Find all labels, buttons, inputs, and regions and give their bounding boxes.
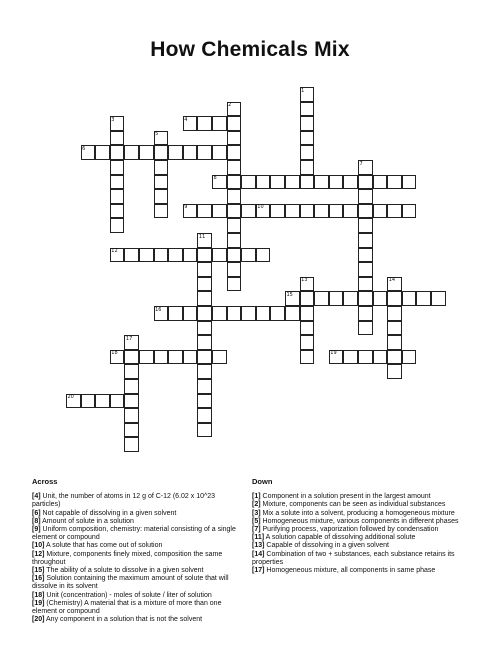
- crossword-cell[interactable]: [343, 291, 358, 306]
- across-clue: [32, 575, 240, 591]
- crossword-cell[interactable]: [139, 145, 154, 160]
- crossword-cell[interactable]: [387, 350, 402, 365]
- clue-text: Any component in a solution that is not the solvent: [44, 616, 203, 624]
- crossword-cell[interactable]: [300, 145, 315, 160]
- crossword-cell[interactable]: [300, 175, 315, 190]
- crossword-cell[interactable]: [343, 350, 358, 365]
- crossword-cell[interactable]: [227, 131, 242, 146]
- crossword-cell[interactable]: [183, 306, 198, 321]
- crossword-cell[interactable]: [358, 321, 373, 336]
- crossword-cell[interactable]: [387, 175, 402, 190]
- crossword-cell[interactable]: [343, 204, 358, 219]
- crossword-cell[interactable]: [197, 204, 212, 219]
- clue-text: Mix a solute into a solvent, producing a homogeneous mixture: [260, 509, 455, 517]
- crossword-cell[interactable]: [402, 175, 417, 190]
- clue-number: [10]: [32, 542, 45, 550]
- crossword-cell[interactable]: [197, 291, 212, 306]
- clue-text: A solute that has come out of solution: [44, 542, 163, 550]
- cell-number: 6: [82, 145, 86, 152]
- crossword-cell[interactable]: [300, 131, 315, 146]
- cell-number: 7: [359, 160, 363, 167]
- crossword-cell[interactable]: [256, 248, 271, 263]
- crossword-cell[interactable]: [402, 291, 417, 306]
- crossword-cell[interactable]: [416, 291, 431, 306]
- crossword-cell[interactable]: [373, 350, 388, 365]
- clue-text: Amount of solute in a solution: [40, 517, 134, 525]
- crossword-cell[interactable]: [373, 175, 388, 190]
- crossword-cell[interactable]: [329, 204, 344, 219]
- crossword-cell[interactable]: [402, 204, 417, 219]
- crossword-cell[interactable]: [285, 204, 300, 219]
- clue-text: Unit (concentration) - moles of solute / liter of solution: [44, 591, 212, 599]
- crossword-cell[interactable]: [183, 350, 198, 365]
- clue-text: Capable of dissolving in a given solvent: [264, 542, 389, 550]
- crossword-cell[interactable]: [212, 145, 227, 160]
- crossword-cell[interactable]: [314, 175, 329, 190]
- clue-number: [14]: [252, 550, 265, 558]
- crossword-cell[interactable]: [358, 204, 373, 219]
- crossword-cell[interactable]: [227, 189, 242, 204]
- crossword-cell[interactable]: [154, 204, 169, 219]
- across-heading: Across: [32, 477, 58, 486]
- crossword-cell[interactable]: [241, 306, 256, 321]
- crossword-cell[interactable]: [387, 321, 402, 336]
- across-clue: [32, 493, 240, 509]
- clue-number: [6]: [32, 509, 41, 517]
- page-title: How Chemicals Mix: [150, 38, 350, 61]
- cell-number: 3: [111, 116, 115, 123]
- crossword-cell[interactable]: [387, 306, 402, 321]
- crossword-cell[interactable]: [110, 204, 125, 219]
- clue-text: Purifying process, vaporization followed by condensation: [260, 526, 439, 534]
- crossword-cell[interactable]: [110, 189, 125, 204]
- crossword-cell[interactable]: [358, 189, 373, 204]
- crossword-cell[interactable]: [197, 408, 212, 423]
- crossword-cell[interactable]: [197, 379, 212, 394]
- clue-number: [2]: [252, 501, 261, 509]
- crossword-cell[interactable]: [197, 394, 212, 409]
- crossword-cell[interactable]: [168, 350, 183, 365]
- crossword-cell[interactable]: [197, 277, 212, 292]
- cell-number: 18: [111, 350, 118, 357]
- crossword-cell[interactable]: [358, 218, 373, 233]
- clue-number: [7]: [252, 526, 261, 534]
- clue-text: Not capable of dissolving in a given solvent: [40, 509, 177, 517]
- cell-number: 5: [155, 131, 159, 138]
- clue-number: [17]: [252, 567, 265, 575]
- clue-number: [9]: [32, 526, 41, 534]
- crossword-cell[interactable]: [329, 175, 344, 190]
- clue-number: [19]: [32, 599, 45, 607]
- crossword-cell[interactable]: [241, 175, 256, 190]
- crossword-cell[interactable]: [197, 321, 212, 336]
- crossword-cell[interactable]: [227, 204, 242, 219]
- crossword-cell[interactable]: [197, 248, 212, 263]
- cell-number: 4: [184, 116, 188, 123]
- across-clue: [32, 616, 240, 624]
- crossword-cell[interactable]: [124, 394, 139, 409]
- across-clue: [32, 526, 240, 542]
- crossword-cell[interactable]: [124, 364, 139, 379]
- crossword-cell[interactable]: [168, 306, 183, 321]
- crossword-cell[interactable]: [270, 306, 285, 321]
- crossword-cell[interactable]: [139, 248, 154, 263]
- crossword-cell[interactable]: [358, 350, 373, 365]
- crossword-cell[interactable]: [300, 116, 315, 131]
- crossword-cell[interactable]: [227, 277, 242, 292]
- cell-number: 2: [228, 102, 232, 109]
- crossword-cell[interactable]: [110, 145, 125, 160]
- down-clue: [252, 567, 470, 575]
- cell-number: 16: [155, 306, 162, 313]
- crossword-cell[interactable]: [124, 379, 139, 394]
- across-clue: [32, 567, 240, 575]
- crossword-cell[interactable]: [300, 160, 315, 175]
- clue-number: [20]: [32, 616, 45, 624]
- clue-text: Combination of two + substances, each substance retains its properties: [252, 550, 455, 566]
- crossword-cell[interactable]: [197, 335, 212, 350]
- crossword-cell[interactable]: [154, 145, 169, 160]
- crossword-cell[interactable]: [241, 248, 256, 263]
- clue-text: Mixture, components can be seen as individual substances: [260, 501, 446, 509]
- crossword-cell[interactable]: [227, 262, 242, 277]
- crossword-cell[interactable]: [81, 394, 96, 409]
- crossword-cell[interactable]: [270, 204, 285, 219]
- crossword-cell[interactable]: [387, 204, 402, 219]
- crossword-cell[interactable]: [197, 364, 212, 379]
- crossword-cell[interactable]: [402, 350, 417, 365]
- down-clue: [252, 542, 470, 550]
- crossword-cell[interactable]: [197, 306, 212, 321]
- crossword-cell[interactable]: [300, 291, 315, 306]
- crossword-cell[interactable]: [387, 291, 402, 306]
- crossword-cell[interactable]: [256, 306, 271, 321]
- crossword-cell[interactable]: [154, 248, 169, 263]
- crossword-cell[interactable]: [431, 291, 446, 306]
- clue-text: The ability of a solute to dissolve in a given solvent: [44, 567, 204, 575]
- crossword-cell[interactable]: [227, 160, 242, 175]
- clue-text: Unit, the number of atoms in 12 g of C-12 (6.02 x 10^23 particles): [32, 493, 216, 509]
- crossword-cell[interactable]: [256, 175, 271, 190]
- down-clue: [252, 518, 470, 526]
- cell-number: 15: [286, 291, 293, 298]
- across-clue: [32, 551, 240, 567]
- crossword-cell[interactable]: [212, 204, 227, 219]
- cell-number: 13: [301, 277, 308, 284]
- cell-number: 17: [125, 335, 133, 342]
- across-clue: [32, 510, 240, 518]
- crossword-cell[interactable]: [285, 175, 300, 190]
- cell-number: 1: [301, 87, 305, 94]
- clue-number: [1]: [252, 493, 261, 501]
- crossword-cell[interactable]: [300, 204, 315, 219]
- crossword-cell[interactable]: [197, 423, 212, 438]
- crossword-cell[interactable]: [197, 116, 212, 131]
- crossword-cell[interactable]: [197, 350, 212, 365]
- clue-number: [8]: [32, 517, 41, 525]
- across-clue: [32, 592, 240, 600]
- crossword-cell[interactable]: [314, 291, 329, 306]
- clue-number: [4]: [32, 493, 41, 501]
- crossword-cell[interactable]: [168, 248, 183, 263]
- across-clue: [32, 518, 240, 526]
- across-clues: [32, 478, 240, 624]
- crossword-cell[interactable]: [300, 350, 315, 365]
- crossword-cell[interactable]: [110, 160, 125, 175]
- crossword-cell[interactable]: [183, 145, 198, 160]
- cell-number: 14: [388, 277, 396, 284]
- across-clue: [32, 600, 240, 616]
- crossword-cell[interactable]: [212, 306, 227, 321]
- down-clue: [252, 493, 470, 501]
- crossword-cell[interactable]: [358, 248, 373, 263]
- crossword-cell[interactable]: [154, 160, 169, 175]
- crossword-cell[interactable]: [110, 131, 125, 146]
- clue-text: A solution capable of dissolving additional solute: [264, 534, 416, 542]
- crossword-cell[interactable]: [227, 218, 242, 233]
- crossword-cell[interactable]: [300, 102, 315, 117]
- crossword-cell[interactable]: [373, 291, 388, 306]
- down-heading: Down: [252, 477, 273, 486]
- crossword-cell[interactable]: [124, 408, 139, 423]
- clue-text: Mixture, components finely mixed, composition the same throughout: [32, 550, 223, 566]
- crossword-cell[interactable]: [110, 175, 125, 190]
- crossword-cell[interactable]: [387, 364, 402, 379]
- down-clue: [252, 526, 470, 534]
- clue-text: Component in a solution present in the largest amount: [260, 493, 431, 501]
- crossword-cell[interactable]: [124, 145, 139, 160]
- clue-number: [11]: [252, 534, 265, 542]
- crossword-cell[interactable]: [300, 321, 315, 336]
- crossword-cell[interactable]: [227, 248, 242, 263]
- crossword-cell[interactable]: [300, 306, 315, 321]
- cell-number: 19: [330, 350, 337, 357]
- crossword-cell[interactable]: [387, 335, 402, 350]
- down-clue: [252, 510, 470, 518]
- crossword-cell[interactable]: [358, 262, 373, 277]
- crossword-cell[interactable]: [358, 175, 373, 190]
- crossword-cell[interactable]: [139, 350, 154, 365]
- crossword-cell[interactable]: [358, 306, 373, 321]
- cell-number: 8: [213, 175, 217, 182]
- crossword-cell[interactable]: [314, 204, 329, 219]
- cell-number: 12: [111, 248, 118, 255]
- crossword-cell[interactable]: [110, 218, 125, 233]
- crossword-cell[interactable]: [124, 248, 139, 263]
- crossword-cell[interactable]: [124, 423, 139, 438]
- crossword-cell[interactable]: [329, 291, 344, 306]
- crossword-cell[interactable]: [227, 145, 242, 160]
- clue-text: Homogeneous mixture, all components in same phase: [264, 567, 436, 575]
- crossword-cell[interactable]: [358, 277, 373, 292]
- crossword-cell[interactable]: [95, 394, 110, 409]
- down-clue: [252, 534, 470, 542]
- cell-number: 9: [184, 204, 188, 211]
- clue-number: [18]: [32, 591, 45, 599]
- crossword-cell[interactable]: [241, 204, 256, 219]
- clue-number: [16]: [32, 575, 45, 583]
- crossword-cell[interactable]: [212, 350, 227, 365]
- crossword-cell[interactable]: [154, 350, 169, 365]
- crossword-cell[interactable]: [124, 437, 139, 452]
- crossword-cell[interactable]: [212, 116, 227, 131]
- clue-text: (Chemistry) A material that is a mixture of more than one element or compound: [32, 599, 222, 616]
- crossword-cell[interactable]: [227, 116, 242, 131]
- crossword-cell[interactable]: [300, 335, 315, 350]
- crossword-cell[interactable]: [285, 306, 300, 321]
- across-clue: [32, 542, 240, 550]
- clue-number: [13]: [252, 542, 265, 550]
- crossword-cell[interactable]: [212, 248, 227, 263]
- crossword-cell[interactable]: [270, 175, 285, 190]
- cell-number: 10: [257, 204, 264, 211]
- crossword-cell[interactable]: [154, 175, 169, 190]
- crossword-cell[interactable]: [358, 233, 373, 248]
- clue-text: Uniform composition, chemistry: material consisting of a single element or compound: [32, 526, 236, 542]
- crossword-cell[interactable]: [183, 248, 198, 263]
- clue-number: [12]: [32, 550, 45, 558]
- clue-number: [3]: [252, 509, 261, 517]
- crossword-cell[interactable]: [124, 350, 139, 365]
- crossword-cell[interactable]: [154, 189, 169, 204]
- crossword-cell[interactable]: [197, 262, 212, 277]
- cell-number: 20: [67, 394, 74, 401]
- crossword-cell[interactable]: [110, 394, 125, 409]
- crossword-cell[interactable]: [358, 291, 373, 306]
- crossword-cell[interactable]: [343, 175, 358, 190]
- crossword-cell[interactable]: [168, 145, 183, 160]
- crossword-cell[interactable]: [197, 145, 212, 160]
- crossword-cell[interactable]: [227, 233, 242, 248]
- clue-text: Solution containing the maximum amount of solute that will dissolve in its solvent: [32, 575, 229, 591]
- down-clue: [252, 551, 470, 567]
- down-clue: [252, 501, 470, 509]
- cell-number: 11: [198, 233, 206, 240]
- crossword-cell[interactable]: [227, 306, 242, 321]
- crossword-cell[interactable]: [227, 175, 242, 190]
- clue-number: [5]: [252, 517, 261, 525]
- crossword-cell[interactable]: [95, 145, 110, 160]
- clue-number: [15]: [32, 567, 45, 575]
- clue-text: Homogeneous mixture, various components in different phases: [260, 517, 459, 525]
- down-clues: [252, 478, 470, 575]
- crossword-cell[interactable]: [373, 204, 388, 219]
